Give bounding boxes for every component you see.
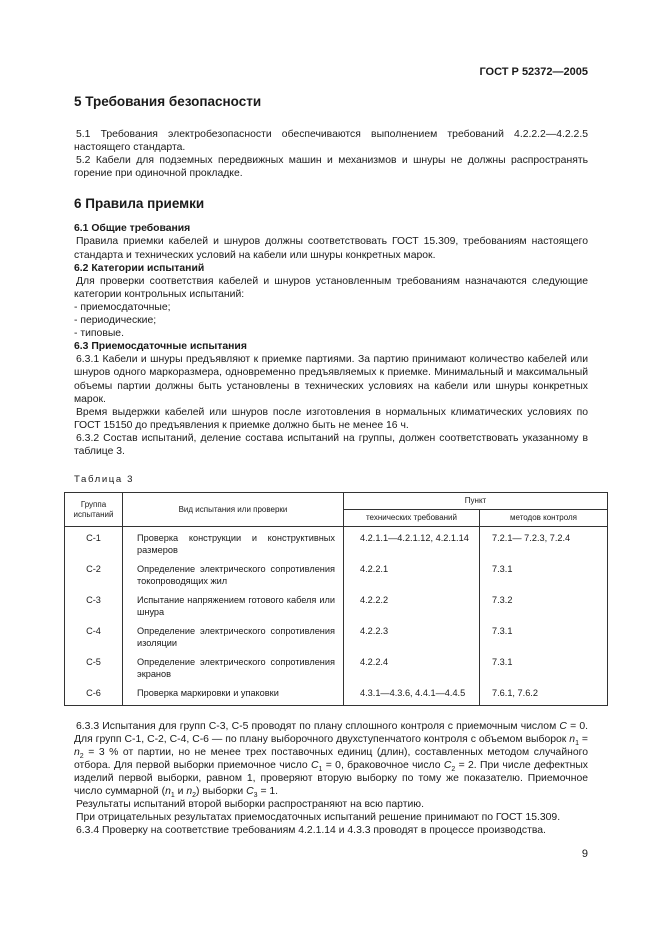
cell-ctl: 7.6.1, 7.6.2 [480,685,608,705]
paragraph-5-2: 5.2 Кабели для подземных передвижных машин и механизмов и шнуры не должны распространять горение при одиночной прокладке. [74,155,588,180]
col-header-kind: Вид испытания или проверки [123,493,344,527]
table-row [65,527,608,562]
cell-req: 4.2.2.3 [344,623,480,654]
paragraph-6-3-2: 6.3.2 Состав испытаний, деление состава испытаний на группы, должен соответствовать указанному в таблице 3. [74,432,588,457]
cell-kind: Проверка конструкции и конструктивных размеров [123,527,344,562]
cell-kind: Определение электрического сопротивления экранов [123,654,344,685]
cell-group: С-6 [65,685,123,705]
col-header-point: Пункт [344,493,608,510]
paragraph-6-3-1b: Время выдержки кабелей или шнуров после изготовления в нормальных климатических условиях по ГОСТ 15150 до предъявления к приемке должно быть не менее 16 ч. [74,406,588,431]
cell-kind: Проверка маркировки и упаковки [123,685,344,705]
cell-group: С-4 [65,623,123,654]
cell-ctl: 7.3.1 [480,561,608,592]
document-id: ГОСТ Р 52372—2005 [479,66,588,78]
cell-ctl: 7.3.1 [480,623,608,654]
cell-ctl: 7.3.2 [480,592,608,623]
col-header-group: Группа испытаний [65,493,123,527]
paragraph-negative: При отрицательных результатах приемосдаточных испытаний решение принимают по ГОСТ 15.309. [76,812,561,824]
cell-kind: Испытание напряжением готового кабеля или шнура [123,592,344,623]
cell-req: 4.2.2.2 [344,592,480,623]
table-3 [64,492,608,706]
table-row [65,654,608,685]
cell-kind: Определение электрического сопротивления токопроводящих жил [123,561,344,592]
list-item: - приемосдаточные; [74,301,171,313]
subsection-6-3-title: 6.3 Приемосдаточные испытания [74,341,247,353]
paragraph-6-3-4: 6.3.4 Проверку на соответствие требованиям 4.2.1.14 и 4.3.3 проводят в процессе производства. [76,825,546,837]
paragraph-6-3-1: 6.3.1 Кабели и шнуры предъявляют к приемке партиями. За партию принимают количество кабелей или шнуров одного маркоразмера, одновременно предъявляемых к приемке. Минимальный и максимальный объемы партии должны быть установлены в технических условиях на кабели или шнуры конкретных марок. [74,354,588,405]
cell-req: 4.2.2.4 [344,654,480,685]
cell-kind: Определение электрического сопротивления изоляции [123,623,344,654]
cell-group: С-2 [65,561,123,592]
cell-group: С-3 [65,592,123,623]
list-item: - типовые. [74,328,124,340]
paragraph-5-1: 5.1 Требования электробезопасности обеспечиваются выполнением требований 4.2.2.2—4.2.2.5 настоящего стандарта. [74,129,588,154]
table-row [65,592,608,623]
cell-group: С-1 [65,527,123,562]
col-header-control: методов контроля [480,510,608,527]
section-5-title: 5 Требования безопасности [74,94,262,109]
table-label: Таблица 3 [74,474,135,486]
cell-group: С-5 [65,654,123,685]
cell-ctl: 7.3.1 [480,654,608,685]
subsection-6-1-title: 6.1 Общие требования [74,223,191,235]
list-item: - периодические; [74,315,157,327]
cell-req: 4.2.2.1 [344,561,480,592]
col-header-requirements: технических требований [344,510,480,527]
page-number: 9 [581,848,588,860]
subsection-6-2-title: 6.2 Категории испытаний [74,262,205,274]
table-row [65,623,608,654]
cell-req: 4.3.1—4.3.6, 4.4.1—4.4.5 [344,685,480,705]
paragraph-6-2: Для проверки соответствия кабелей и шнуров установленным требованиям назначаются следующие категории контрольных испытаний: [74,275,588,300]
paragraph-results: Результаты испытаний второй выборки распространяют на всю партию. [76,799,424,811]
cell-ctl: 7.2.1— 7.2.3, 7.2.4 [480,527,608,562]
table-row [65,685,608,705]
document-body [74,93,588,838]
paragraph-6-1: Правила приемки кабелей и шнуров должны соответствовать ГОСТ 15.309, требованиям настоящего стандарта и технических условий на кабели или шнуры конкретных марок. [74,236,588,261]
cell-req: 4.2.1.1—4.2.1.12, 4.2.1.14 [344,527,480,562]
paragraph-6-3-3: 6.3.3 Испытания для групп С-3, С-5 проводят по плану сплошного контроля с приемочным числом С = 0. Для групп С-1, С-2, С-4, С-6 — по плану выборочного двухступенчатого контроля с объемом выборок $n_1 = n_2 = 3$ % от партии, но не менее трех поставочных единиц (длин), составленных методом случайного отбора. Для первой выборки приемочное число $С_1 = 0$, браковочное число $С_2 = 2$. При числе дефектных изделий первой выборки, равном 1, проверяют вторую выборку по тому же показателю. Приемочное число суммарной ($n_1$ и $n_2$) выборки $С_3 = 1$. [74,720,589,800]
section-6-title: 6 Правила приемки [74,196,205,212]
table-row [65,561,608,592]
